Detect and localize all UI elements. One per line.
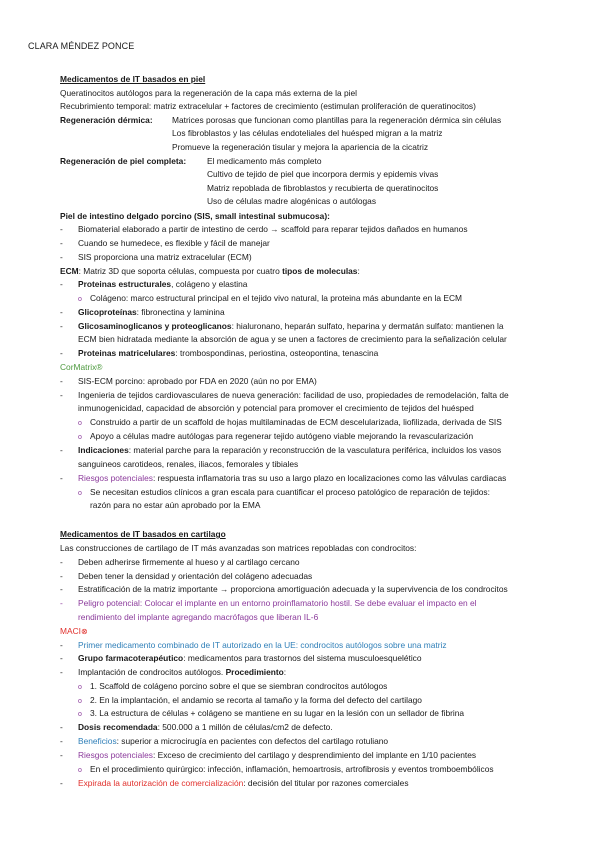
list-item: - SIS proporciona una matriz extracelular (ECM) — [60, 252, 252, 262]
list-item: - Estratificación de la matriz importante → proporciona amortiguación adecuada y la supervivencia de los condrocitos — [60, 584, 508, 594]
sub-list-item: o Se necesitan estudios clínicos a gran escala para cuantificar el proceso patológico de reparación de tejidos: — [78, 487, 490, 497]
dermal-line: Matrices porosas que funcionan como plantillas para la regeneración dérmica sin células — [172, 115, 502, 125]
list-item: - Proteinas matricelulares: trombospondinas, periostina, osteopontina, tenascina — [60, 348, 379, 358]
sub-list-item: o En el procedimiento quirúrgico: infección, inflamación, hemoartrosis, artrofibrosis y eventos tromboembólicos — [78, 764, 494, 774]
list-item: - Glicosaminoglicanos y proteoglicanos: hialuronano, heparán sulfato, heparina y dermatán sulfato: mantienen la — [60, 321, 504, 331]
list-item: - Deben adherirse firmemente al hueso y al cartilago cercano — [60, 557, 300, 567]
sub-list-item-cont: razón para no estar aún aprobado por la EMA — [90, 500, 261, 510]
list-item: - Ingenieria de tejidos cardiovasculares de nueva generación: facilidad de uso, propiedades de remodelación, falta de — [60, 390, 509, 400]
list-item: - Cuando se humedece, es flexible y fácil de manejar — [60, 238, 270, 248]
section-title-skin: Medicamentos de IT basados en piel — [60, 74, 206, 84]
list-item: - Implantación de condrocitos autólogos. Procedimiento: — [60, 667, 287, 677]
list-item: - Indicaciones: material parche para la reparación y reconstrucción de la vasculatura periférica, incluidos los vasos — [60, 445, 502, 455]
list-item: - Proteinas estructurales, colágeno y elastina — [60, 279, 248, 289]
list-item-cont: sanguineos carotideos, renales, iliacos, femorales y tibiales — [78, 459, 299, 469]
list-item: - Grupo farmacoterapéutico: medicamentos para trastornos del sistema musculoesquelético — [60, 653, 422, 663]
list-item: - Riesgos potenciales: Exceso de crecimiento del cartilago y desprendimiento del implante en 1/10 pacientes — [60, 750, 477, 760]
paragraph: Las construcciones de cartilago de IT más avanzadas son matrices repobladas con condrocitos: — [60, 543, 417, 553]
list-item: - SIS-ECM porcino: aprobado por FDA en 2020 (aún no por EMA) — [60, 376, 317, 386]
complete-line: Uso de células madre alogénicas o autólogas — [207, 196, 377, 206]
dermal-line: Promueve la regeneración tisular y mejora la apariencia de la cicatriz — [172, 142, 429, 152]
paragraph: Queratinocitos autólogos para la regeneración de la capa más externa de la piel — [60, 88, 358, 98]
ecm-paragraph: ECM: Matriz 3D que soporta células, compuesta por cuatro tipos de moleculas: — [60, 266, 360, 276]
paragraph: Recubrimiento temporal: matriz extracelular + factores de crecimiento (estimulan proliferación de queratinocitos) — [60, 101, 476, 111]
list-item-cont: inmunogenicidad, capacidad de absorción y potencial para promover el crecimiento de tejidos del huésped — [78, 403, 474, 413]
author-name: CLARA MÉNDEZ PONCE — [28, 41, 135, 51]
sub-list-item: o Apoyo a células madre autólogas para regenerar tejido autógeno viable mejorando la revascularización — [78, 431, 474, 441]
list-item: - Dosis recomendada: 500.000 a 1 millón de células/cm2 de defecto. — [60, 722, 333, 732]
sub-list-item: o Construido a partir de un scaffold de hojas multilaminadas de ECM descelularizada, liofilizada, derivada de SIS — [78, 417, 502, 427]
list-item-cont: ECM bien hidratada mediante la absorción de agua y se unen a factores de crecimiento para la señalización celular — [78, 334, 507, 344]
list-item: - Glicoproteínas: fibronectina y laminina — [60, 307, 225, 317]
cormatrix-heading: CorMatrix® — [60, 362, 103, 372]
dermal-label: Regeneración dérmica: — [60, 115, 153, 125]
sub-list-item: o Colágeno: marco estructural principal en el tejido vivo natural, la proteina más abundante en la ECM — [78, 293, 462, 303]
list-item: - Primer medicamento combinado de IT autorizado en la UE: condrocitos autólogos sobre una matriz — [60, 640, 447, 650]
complete-line: El medicamento más completo — [207, 156, 322, 166]
sub-list-item: o 3. La estructura de células + colágeno se mantiene en su lugar en la lesión con un sellador de fibrina — [78, 708, 465, 718]
list-item: - Expirada la autorización de comercialización: decisión del titular por razones comerciales — [60, 778, 409, 788]
section-title-cartilage: Medicamentos de IT basados en cartilago — [60, 529, 226, 539]
complete-label: Regeneración de piel completa: — [60, 156, 187, 166]
complete-line: Cultivo de tejido de piel que incorpora dermis y epidemis vivas — [207, 169, 439, 179]
sub-list-item: o 1. Scaffold de colágeno porcino sobre el que se siembran condrocitos autólogos — [78, 681, 388, 691]
list-item: - Biomaterial elaborado a partir de intestino de cerdo → scaffold para reparar tejidos dañados en humanos — [60, 224, 468, 234]
dermal-line: Los fibroblastos y las células endoteliales del huésped migran a la matriz — [172, 128, 443, 138]
list-item: - Riesgos potenciales: respuesta inflamatoria tras su uso a largo plazo en localizaciones como las válvulas cardiacas — [60, 473, 507, 483]
complete-line: Matriz repoblada de fibroblastos y recubierta de queratinocitos — [207, 183, 439, 193]
maci-heading: MACI⊗ — [60, 626, 88, 636]
list-item: - Beneficios: superior a microcirugía en pacientes con defectos del cartilago rotuliano — [60, 736, 389, 746]
sub-list-item: o 2. En la implantación, el andamio se recorta al tamaño y la forma del defecto del cartilago — [78, 695, 422, 705]
sis-title: Piel de intestino delgado porcino (SIS, small intestinal submucosa): — [60, 211, 330, 221]
danger-item: - Peligro potencial: Colocar el implante en un entorno proinflamatorio hostil. Se debe evaluar el impacto en el — [60, 598, 477, 608]
list-item: - Deben tener la densidad y orientación del colágeno adecuadas — [60, 571, 313, 581]
cancel-mark-icon: ⊗ — [80, 627, 88, 636]
danger-item-cont: rendimiento del implante agregando macrófagos que liberan IL-6 — [78, 612, 319, 622]
